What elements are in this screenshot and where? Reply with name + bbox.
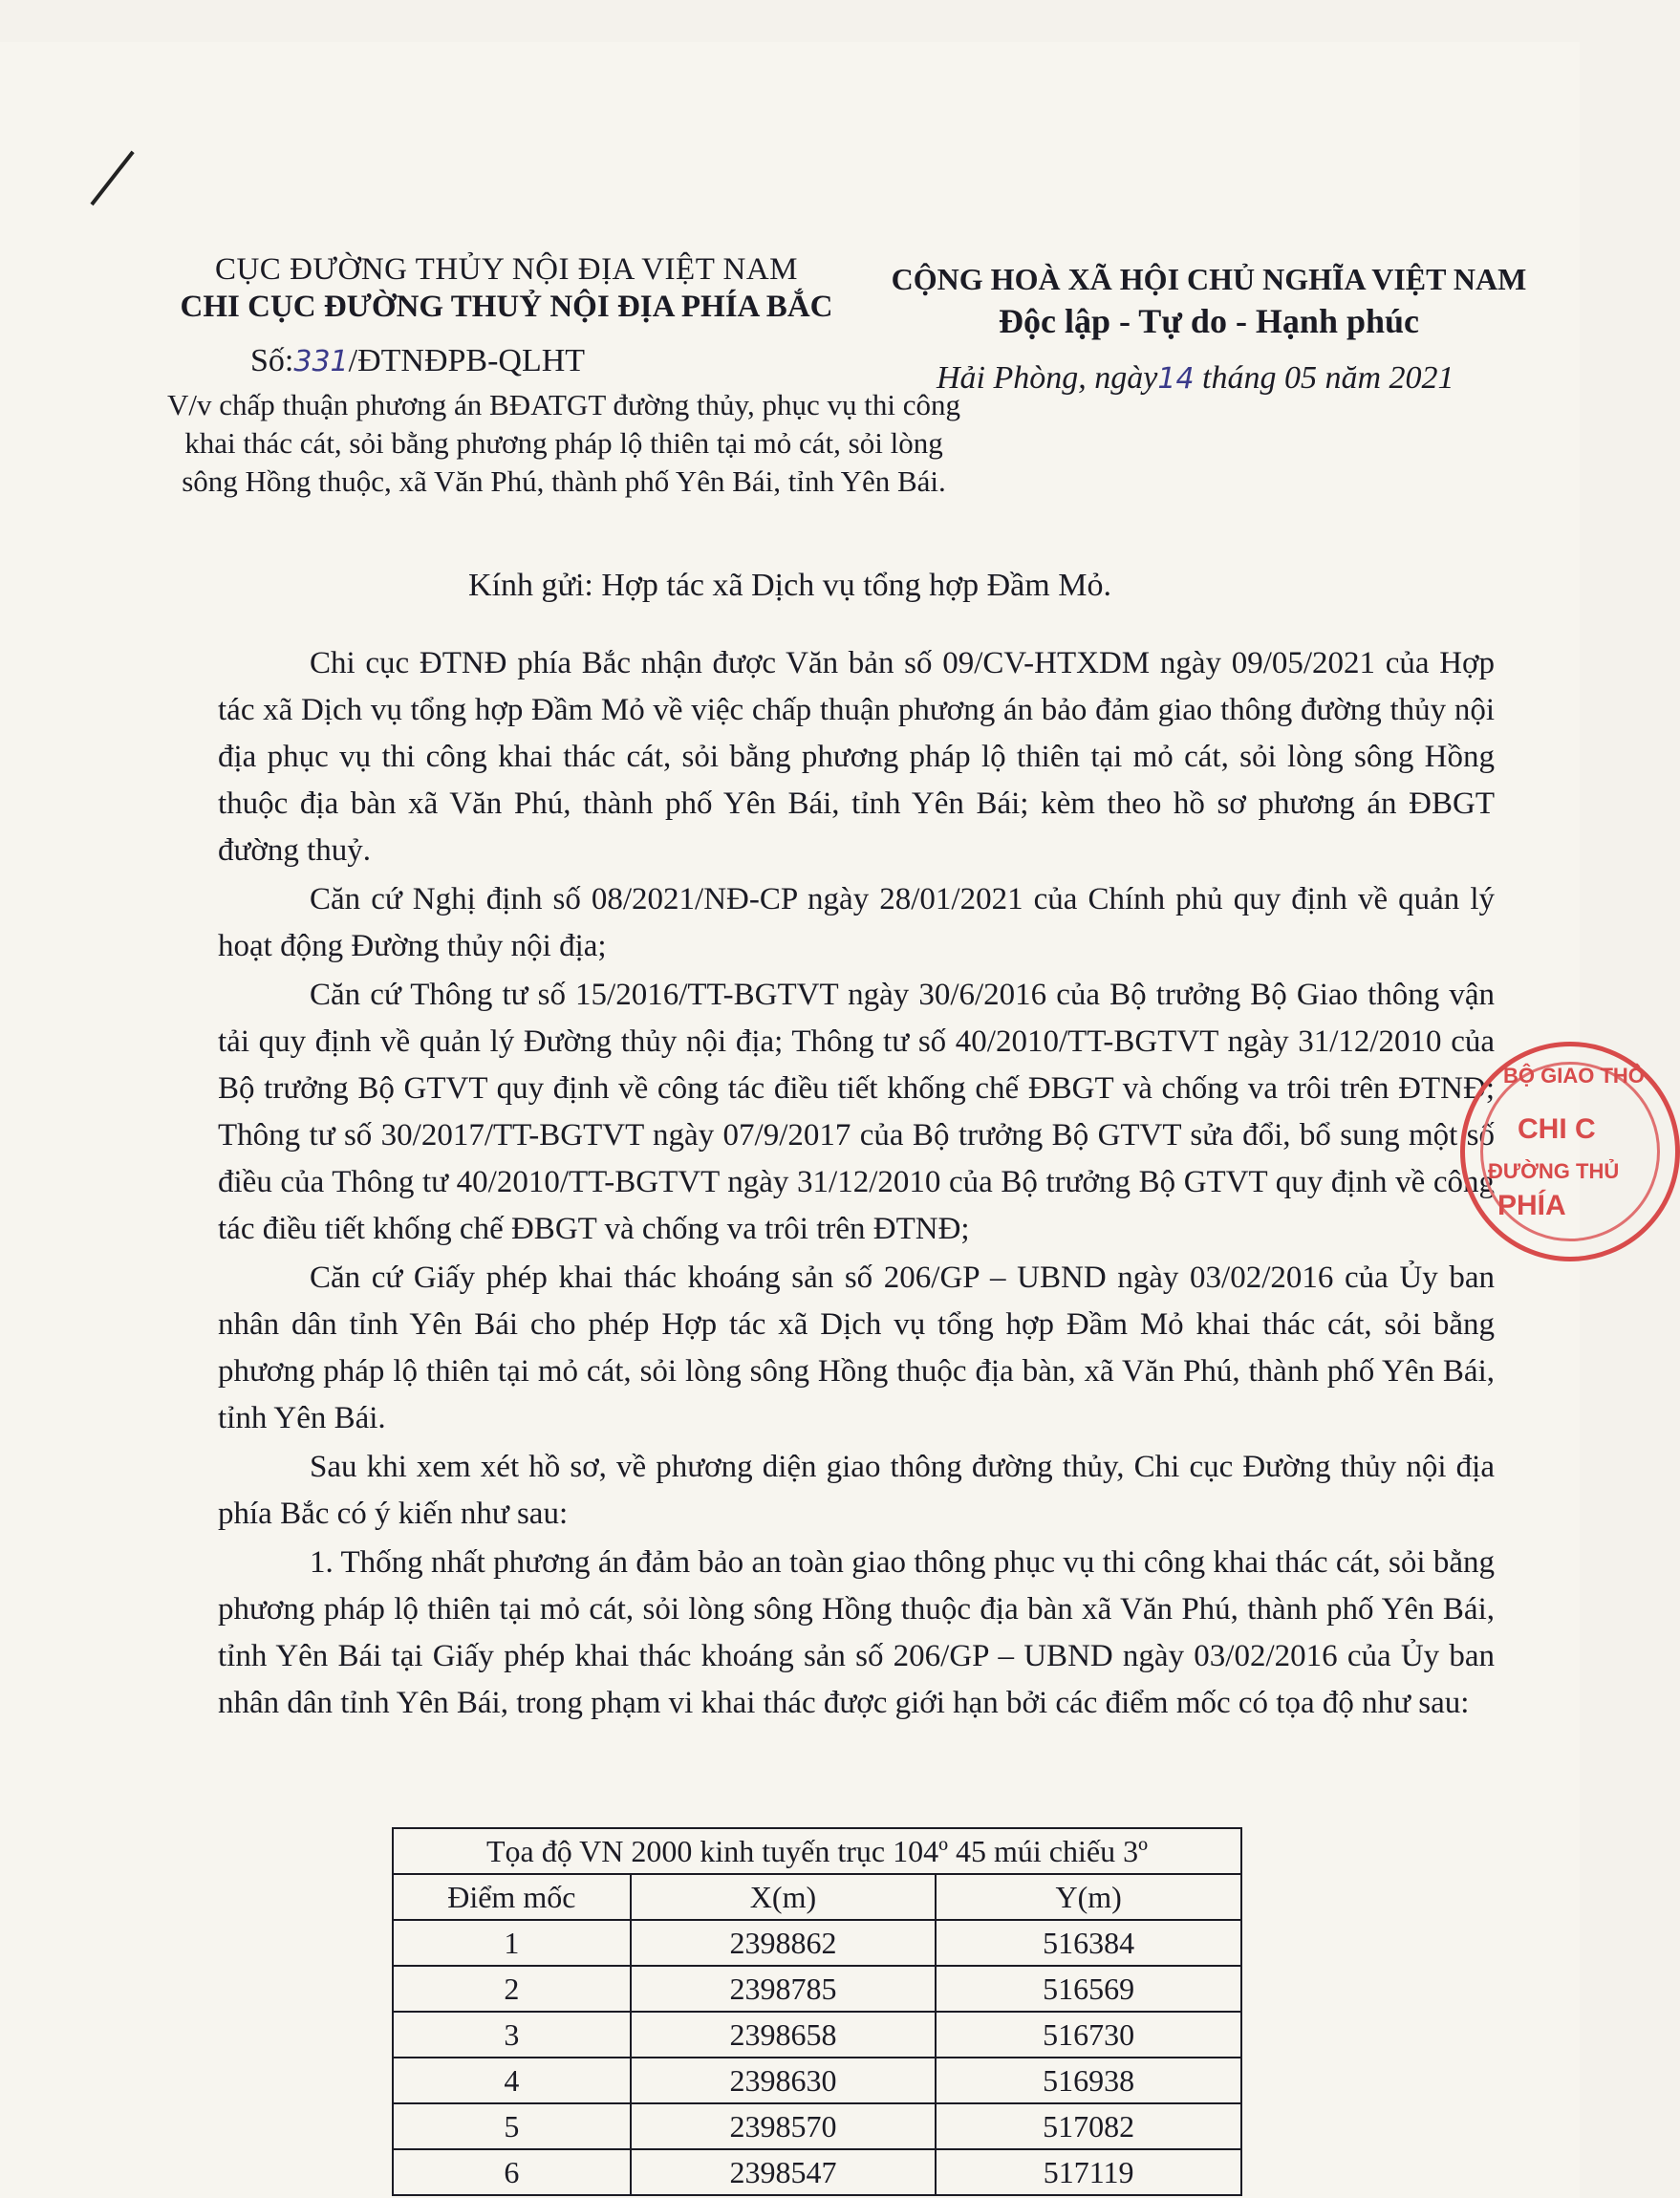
header-point: Điểm mốc bbox=[393, 1874, 631, 1920]
cell-point: 2 bbox=[393, 1966, 631, 2012]
date-day: 14 bbox=[1157, 362, 1195, 396]
table-row bbox=[393, 1920, 1241, 1966]
issue-date bbox=[937, 360, 1454, 397]
paragraph: 1. Thống nhất phương án đảm bảo an toàn giao thông phục vụ thi công khai thác cát, sỏi bằng phương pháp lộ thiên tại mỏ cát, sỏi lòng sông Hồng thuộc địa bàn xã Văn Phú, thành phố Yên Bái, tỉnh Yên Bái tại Giấy phép khai thác khoáng sản số 206/GP – UBND ngày 03/02/2016 của Ủy ban nhân dân tỉnh Yên Bái, trong phạm vi khai thác được giới hạn bởi các điểm mốc có tọa độ như sau: bbox=[218, 1545, 1495, 1720]
table-row bbox=[393, 2012, 1241, 2058]
cell-y: 516569 bbox=[936, 1966, 1241, 2012]
header-x: X(m) bbox=[631, 1874, 937, 1920]
subject-line: V/v chấp thuận phương án BĐATGT đường thủy, phục vụ thi công khai thác cát, sỏi bằng phương pháp lộ thiên tại mỏ cát, sỏi lòng sông Hồng thuộc, xã Văn Phú, thành phố Yên Bái, tỉnh Yên Bái. bbox=[166, 388, 961, 498]
cell-y: 517119 bbox=[936, 2149, 1241, 2195]
table-row bbox=[393, 2058, 1241, 2103]
cell-point: 3 bbox=[393, 2012, 631, 2058]
number-handwritten: 331 bbox=[293, 345, 349, 378]
table-header-row bbox=[393, 1874, 1241, 1920]
seal-text-top: BỘ GIAO THÔ bbox=[1503, 1064, 1645, 1088]
official-seal bbox=[1460, 1042, 1680, 1261]
cell-y: 516938 bbox=[936, 2058, 1241, 2103]
seal-text-line3: PHÍA bbox=[1497, 1190, 1566, 1221]
paragraph: Chi cục ĐTNĐ phía Bắc nhận được Văn bản số 09/CV-HTXDM ngày 09/05/2021 của Hợp tác xã Dịch vụ tổng hợp Đầm Mỏ về việc chấp thuận phương án bảo đảm giao thông đường thủy nội địa phục vụ thi công khai thác cát, sỏi bằng phương pháp lộ thiên tại mỏ cát, sỏi lòng sông Hồng thuộc địa bàn xã Văn Phú, thành phố Yên Bái, tỉnh Yên Bái; kèm theo hồ sơ phương án ĐBGT đường thuỷ. bbox=[218, 646, 1495, 868]
table-row bbox=[393, 1966, 1241, 2012]
header-y: Y(m) bbox=[936, 1874, 1241, 1920]
cell-point: 1 bbox=[393, 1920, 631, 1966]
table-caption-row bbox=[393, 1828, 1241, 1874]
document-page bbox=[0, 42, 1580, 2198]
national-motto: Độc lập - Tự do - Hạnh phúc bbox=[998, 302, 1420, 340]
date-prefix: Hải Phòng, ngày bbox=[937, 360, 1158, 396]
cell-point: 6 bbox=[393, 2149, 631, 2195]
cell-point: 4 bbox=[393, 2058, 631, 2103]
seal-text-line1: CHI C bbox=[1518, 1113, 1596, 1145]
paragraph: Căn cứ Thông tư số 15/2016/TT-BGTVT ngày 30/6/2016 của Bộ trưởng Bộ Giao thông vận tải quy định về quản lý Đường thủy nội địa; Thông tư số 40/2010/TT-BGTVT ngày 31/12/2010 của Bộ trưởng Bộ GTVT quy định về công tác điều tiết khống chế ĐBGT và chống va trôi trên ĐTNĐ; Thông tư số 30/2017/TT-BGTVT ngày 07/9/2017 của Bộ trưởng Bộ GTVT sửa đổi, bổ sung một số điều của Thông tư 40/2010/TT-BGTVT ngày 31/12/2010 của Bộ trưởng Bộ GTVT quy định về công tác điều tiết khống chế ĐBGT và chống va trôi trên ĐTNĐ; bbox=[218, 978, 1495, 1246]
sub-agency-name: CHI CỤC ĐƯỜNG THUỶ NỘI ĐỊA PHÍA BẮC bbox=[180, 290, 833, 324]
paragraph: Căn cứ Nghị định số 08/2021/NĐ-CP ngày 28/01/2021 của Chính phủ quy định về quản lý hoạt động Đường thủy nội địa; bbox=[218, 882, 1495, 963]
cell-x: 2398862 bbox=[631, 1920, 937, 1966]
table-caption: Tọa độ VN 2000 kinh tuyến trục 104º 45 múi chiếu 3º bbox=[393, 1828, 1241, 1874]
cell-x: 2398547 bbox=[631, 2149, 937, 2195]
cell-x: 2398785 bbox=[631, 1966, 937, 2012]
document-number bbox=[250, 343, 585, 379]
body-text bbox=[218, 640, 1495, 1729]
table-row bbox=[393, 2103, 1241, 2149]
cell-x: 2398570 bbox=[631, 2103, 937, 2149]
table-row bbox=[393, 2149, 1241, 2195]
date-suffix: tháng 05 năm 2021 bbox=[1194, 360, 1454, 396]
addressee: Kính gửi: Hợp tác xã Dịch vụ tổng hợp Đầm Mỏ. bbox=[468, 568, 1111, 603]
cell-y: 516730 bbox=[936, 2012, 1241, 2058]
cell-x: 2398630 bbox=[631, 2058, 937, 2103]
cell-point: 5 bbox=[393, 2103, 631, 2149]
number-suffix: /ĐTNĐPB-QLHT bbox=[348, 343, 586, 378]
coordinates-table bbox=[392, 1827, 1242, 2196]
national-heading bbox=[865, 262, 1553, 341]
pen-mark bbox=[90, 151, 134, 206]
agency-name: CỤC ĐƯỜNG THỦY NỘI ĐỊA VIỆT NAM bbox=[214, 252, 799, 287]
seal-text-line2: ĐƯỜNG THỦ bbox=[1488, 1159, 1620, 1183]
number-prefix: Số: bbox=[250, 343, 294, 378]
paragraph: Căn cứ Giấy phép khai thác khoáng sản số 206/GP – UBND ngày 03/02/2016 của Ủy ban nhân dân tỉnh Yên Bái cho phép Hợp tác xã Dịch vụ tổng hợp Đầm Mỏ khai thác cát, sỏi bằng phương pháp lộ thiên tại mỏ cát, sỏi lòng sông Hồng thuộc địa bàn, xã Văn Phú, thành phố Yên Bái, tỉnh Yên Bái. bbox=[218, 1261, 1495, 1435]
issuer-block bbox=[153, 252, 860, 325]
cell-y: 516384 bbox=[936, 1920, 1241, 1966]
nation-name: CỘNG HOÀ XÃ HỘI CHỦ NGHĨA VIỆT NAM bbox=[891, 262, 1527, 296]
cell-x: 2398658 bbox=[631, 2012, 937, 2058]
paragraph: Sau khi xem xét hồ sơ, về phương diện giao thông đường thủy, Chi cục Đường thủy nội địa phía Bắc có ý kiến như sau: bbox=[218, 1450, 1495, 1531]
cell-y: 517082 bbox=[936, 2103, 1241, 2149]
